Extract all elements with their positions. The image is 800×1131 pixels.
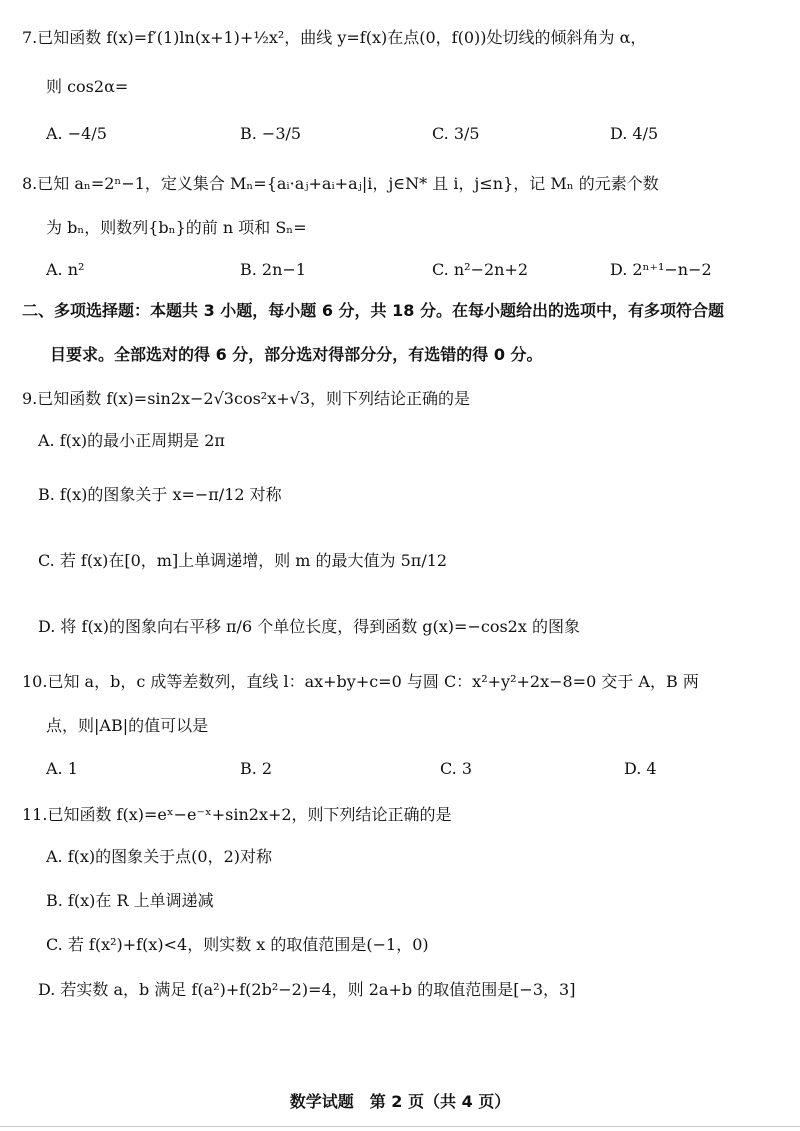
q8-option-d: D. 2ⁿ⁺¹−n−2 xyxy=(610,260,712,279)
q8-option-a: A. n² xyxy=(46,260,85,279)
q11-option-b: B. f(x)在 R 上单调递减 xyxy=(46,891,214,910)
q9-option-b: B. f(x)的图象关于 x=−π/12 对称 xyxy=(38,485,282,504)
q10-option-a: A. 1 xyxy=(46,759,78,778)
q9-option-c: C. 若 f(x)在[0，m]上单调递增，则 m 的最大值为 5π/12 xyxy=(38,551,448,570)
q10-option-c: C. 3 xyxy=(440,759,473,778)
q8-option-b: B. 2n−1 xyxy=(240,260,306,279)
q11-stem: 11.已知函数 f(x)=eˣ−e⁻ˣ+sin2x+2，则下列结论正确的是 xyxy=(22,805,452,824)
q8-stem-line1: 8.已知 aₙ=2ⁿ−1，定义集合 Mₙ={aᵢ·aⱼ+aᵢ+aⱼ|i，j∈N* 且 i，j≤n}，记 Mₙ 的元素个数 xyxy=(22,174,659,193)
q7-option-b: B. −3/5 xyxy=(240,124,302,143)
q7-option-a: A. −4/5 xyxy=(46,124,107,143)
section2-instructions-line2: 目要求。全部选对的得 6 分，部分选对得部分分，有选错的得 0 分。 xyxy=(50,345,543,364)
q11-option-d: D. 若实数 a，b 满足 f(a²)+f(2b²−2)=4，则 2a+b 的取值范围是[−3，3] xyxy=(38,980,576,999)
q11-option-a: A. f(x)的图象关于点(0，2)对称 xyxy=(46,847,273,866)
page-footer: 数学试题 第 2 页（共 4 页） xyxy=(289,1092,511,1111)
q7-option-d: D. 4/5 xyxy=(610,124,659,143)
q9-option-d: D. 将 f(x)的图象向右平移 π/6 个单位长度，得到函数 g(x)=−cos2x 的图象 xyxy=(38,617,580,636)
q10-stem-line1: 10.已知 a，b，c 成等差数列，直线 l：ax+by+c=0 与圆 C：x²+y²+2x−8=0 交于 A，B 两 xyxy=(22,672,699,691)
q7-stem-line1: 7.已知函数 f(x)=f′(1)ln(x+1)+½x²，曲线 y=f(x)在点(0，f(0))处切线的倾斜角为 α， xyxy=(22,28,647,47)
q9-option-a: A. f(x)的最小正周期是 2π xyxy=(38,431,225,450)
q8-stem-line2: 为 bₙ，则数列{bₙ}的前 n 项和 Sₙ= xyxy=(46,218,307,237)
q10-option-d: D. 4 xyxy=(624,759,657,778)
q11-option-c: C. 若 f(x²)+f(x)<4，则实数 x 的取值范围是(−1，0) xyxy=(46,935,429,954)
q10-stem-line2: 点，则|AB|的值可以是 xyxy=(46,716,209,735)
section2-instructions-line1: 二、多项选择题：本题共 3 小题，每小题 6 分，共 18 分。在每小题给出的选项中，有多项符合题 xyxy=(22,301,724,320)
q8-option-c: C. n²−2n+2 xyxy=(432,260,529,279)
q9-stem: 9.已知函数 f(x)=sin2x−2√3cos²x+√3，则下列结论正确的是 xyxy=(22,389,471,408)
q10-option-b: B. 2 xyxy=(240,759,273,778)
q7-option-c: C. 3/5 xyxy=(432,124,480,143)
page-bottom-edge xyxy=(0,1126,800,1127)
q7-stem-line2: 则 cos2α= xyxy=(46,77,129,96)
